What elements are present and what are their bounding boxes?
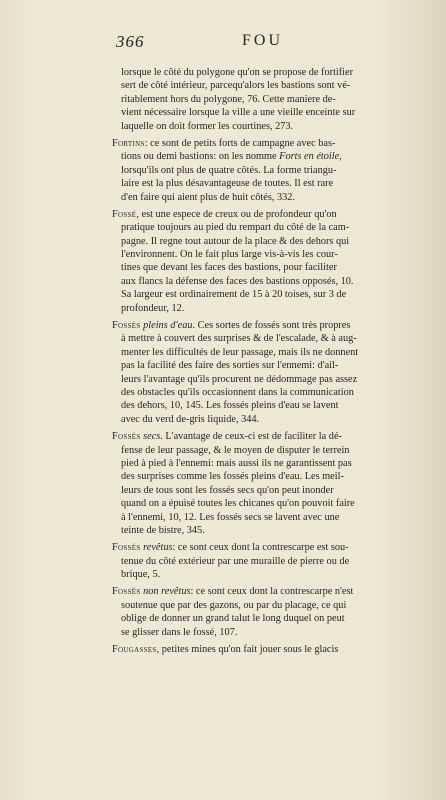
text-line	[112, 120, 428, 133]
text-line	[112, 235, 428, 248]
page-number: 366	[116, 32, 145, 51]
line-text: quand on a épuisé toutes les chicanes qu'on pouvoit faire	[121, 498, 355, 510]
line-text: , est une espece de creux ou de profondeur qu'on	[136, 208, 337, 220]
text-line	[112, 150, 428, 163]
text-line	[112, 457, 428, 470]
text-line	[112, 399, 428, 412]
line-text: aux flancs la défense des faces des bastions opposés, 10.	[121, 275, 354, 287]
line-text: tions ou demi bastions: on les nomme	[121, 151, 280, 163]
entry-headword: Fossés	[112, 542, 141, 554]
line-text: des dehors, 10, 145. Les fossés pleins d'eau se lavent	[121, 400, 339, 412]
entry-first-line	[112, 319, 428, 332]
line-text: profondeur, 12.	[121, 302, 185, 314]
line-text-after: : ce sont ceux dont la contrescarpe n'est	[190, 586, 354, 598]
line-text: à mettre à couvert des surprises & de l'escalade, & à aug-	[121, 333, 357, 345]
line-text: fense de leur passage, & le moyen de disputer le terrein	[121, 444, 350, 456]
text-line	[112, 599, 428, 612]
line-text: , petites mines qu'on fait jouer sous le glacis	[156, 644, 339, 656]
line-text: d'en faire qui aient plus de huit côtés, 332.	[121, 191, 295, 203]
line-text: : ce sont de petits forts de campagne avec bas-	[144, 137, 336, 149]
line-text: se glisser dans le fossé, 107.	[121, 626, 238, 638]
text-line	[112, 386, 428, 399]
entry-headword: Fortins	[112, 137, 145, 149]
text-line	[112, 302, 428, 315]
text-line	[112, 275, 428, 288]
text-line	[112, 106, 428, 119]
running-title: FOU	[242, 32, 284, 49]
text-line	[112, 511, 428, 524]
text-line	[112, 288, 428, 301]
text-line	[112, 177, 428, 190]
entry-headword: Fossés	[112, 586, 141, 598]
entry-first-line	[112, 643, 428, 656]
italic-term: revêtus	[140, 542, 173, 554]
line-text: lorsque le côté du polygone qu'on se propose de fortifier	[121, 67, 354, 78]
line-text: pratique toujours au pied du rempart du côté de la cam-	[121, 222, 350, 234]
text-line	[112, 191, 428, 204]
line-text: menter les difficultés de leur passage, mais ils ne donnent	[121, 346, 359, 358]
italic-term: non revêtus	[140, 586, 191, 598]
text-line	[112, 79, 428, 92]
page-header	[116, 32, 416, 56]
line-text: pagne. Il regne tout autour de la place & des dehors qui	[121, 235, 350, 247]
text-line	[112, 359, 428, 372]
italic-term: secs	[140, 431, 161, 443]
text-line	[112, 470, 428, 483]
line-text: vient nécessaire lorsque la ville a une vieille enceinte sur	[121, 107, 356, 119]
text-line	[112, 346, 428, 359]
line-text: leurs l'avantage qu'ils procurent ne dédommage pas assez	[121, 373, 358, 385]
text-line	[112, 261, 428, 274]
text-line	[112, 93, 428, 106]
line-text: brique, 5.	[121, 569, 161, 581]
line-text: à l'ennemi, 10, 12. Les fossés secs se lavent avec une	[121, 511, 340, 523]
line-text: teinte de bistre, 345.	[121, 524, 205, 536]
line-text: oblige de donner un grand talut le long duquel on peut	[121, 613, 345, 625]
text-line	[112, 248, 428, 261]
text-line	[112, 164, 428, 177]
text-line	[112, 66, 428, 79]
italic-term: pleins d'eau	[140, 320, 193, 332]
text-line	[112, 332, 428, 345]
entry-first-line	[112, 208, 428, 221]
line-text: tenue du côté extérieur par une muraille de pierre ou de	[121, 555, 350, 567]
glossary-text	[112, 66, 428, 656]
line-text: leurs de tous sont les fossés secs qu'on peut inonder	[121, 484, 334, 496]
line-text-after: . Ces sortes de fossés sont très propres	[192, 320, 351, 332]
entry-first-line	[112, 137, 428, 150]
line-text: Sa largeur est ordinairement de 15 à 20 toises, sur 3 de	[121, 289, 347, 301]
line-text: avec du verd de-gris liquide, 344.	[121, 413, 260, 425]
line-text: laquelle on doit former les courtines, 273.	[121, 120, 294, 132]
line-text: sert de côté intérieur, parcequ'alors les bastions sont vé-	[121, 80, 351, 92]
line-text: des obstacles qu'ils occasionnent dans la communication	[121, 386, 354, 398]
line-text: laire est la plus désavantageuse de toutes. Il est rare	[121, 178, 334, 190]
entry-headword: Fougasses	[112, 644, 157, 656]
text-line	[112, 221, 428, 234]
line-text: ritablement hors du polygone, 76. Cette maniere de-	[121, 93, 336, 105]
line-text: soutenue que par des gazons, ou par du placage, ce qui	[121, 599, 347, 611]
text-line	[112, 555, 428, 568]
text-line	[112, 612, 428, 625]
line-text-after: . L'avantage de ceux-ci est de faciliter la dé-	[160, 431, 342, 443]
line-text: lorsqu'ils ont plus de quatre côtés. La forme triangu-	[121, 164, 337, 176]
entry-first-line	[112, 430, 428, 443]
line-text-after: : ce sont ceux dont la contrescarpe est sou-	[172, 542, 349, 554]
text-line	[112, 413, 428, 426]
text-line	[112, 497, 428, 510]
line-text: pied à pied à l'ennemi: mais aussi ils ne garantissent pas	[121, 457, 352, 469]
line-text-after: ,	[339, 151, 342, 163]
line-text: pas la facilité des faire des sorties sur l'ennemi: d'ail-	[121, 360, 339, 372]
text-line	[112, 626, 428, 639]
text-line	[112, 373, 428, 386]
text-line	[112, 568, 428, 581]
line-text: des surprises comme les fossés pleins d'eau. Les meil-	[121, 471, 344, 483]
text-line	[112, 484, 428, 497]
line-text: tines que devant les faces des bastions, pour faciliter	[121, 262, 337, 274]
line-text: l'environnent. On le fait plus large vis-à-vis les cour-	[121, 249, 338, 261]
italic-term: Forts en étoile	[279, 151, 340, 163]
text-line	[112, 524, 428, 537]
entry-first-line	[112, 585, 428, 598]
text-line	[112, 444, 428, 457]
entry-headword: Fossés	[112, 431, 141, 443]
entry-headword: Fossé	[112, 208, 137, 220]
entry-headword: Fossés	[112, 320, 141, 332]
entry-first-line	[112, 541, 428, 554]
